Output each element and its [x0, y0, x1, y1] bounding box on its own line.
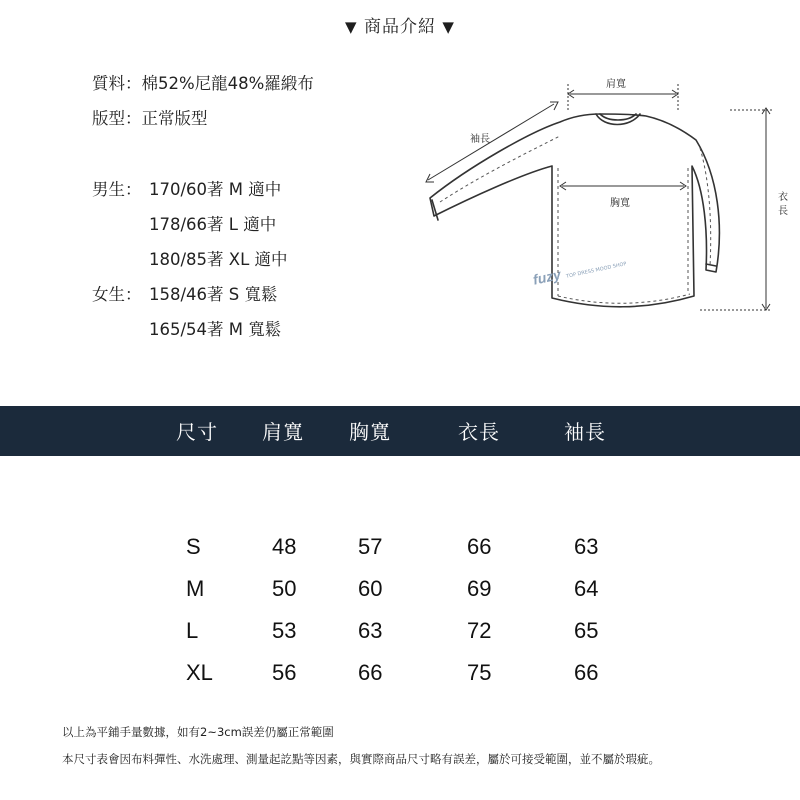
length-label: 衣 — [778, 192, 788, 203]
measurement-note: 以上為平鋪手量數據，如有2~3cm誤差仍屬正常範圍 — [62, 725, 334, 739]
col-header-length: 衣長 — [458, 420, 500, 444]
sleeve-cell: 65 — [574, 618, 599, 643]
chest-cell: 66 — [358, 660, 383, 685]
male-row — [92, 176, 142, 200]
sleeve-cell: 66 — [574, 660, 599, 685]
shoulder-cell: 56 — [272, 660, 297, 685]
length-cell: 72 — [467, 618, 492, 643]
male-fit-line: 178/66著 L 適中 — [149, 215, 277, 234]
size-cell: XL — [186, 660, 213, 685]
section-title — [0, 12, 800, 37]
female-row — [92, 281, 142, 305]
fit-value: 正常版型 — [141, 109, 208, 128]
chest-cell: 57 — [358, 534, 383, 559]
chest-label: 胸寬 — [610, 198, 630, 209]
size-cell: M — [186, 576, 205, 601]
chest-cell: 60 — [358, 576, 383, 601]
col-header-size: 尺寸 — [176, 420, 218, 444]
male-fit-line: 170/60著 M 適中 — [149, 180, 282, 199]
size-table-header — [0, 406, 800, 456]
triangle-down-icon: ▼ — [345, 18, 358, 36]
female-fit-line: 165/54著 M 寬鬆 — [149, 320, 282, 339]
col-header-shoulder: 肩寬 — [262, 420, 304, 444]
length-label: 長 — [778, 206, 788, 217]
fit-label: 版型： — [92, 109, 142, 128]
length-cell: 75 — [467, 660, 492, 685]
disclaimer-note: 本尺寸表會因布料彈性、水洗處理、測量起訖點等因素，與實際商品尺寸略有誤差，屬於可接受範圍，並不屬於瑕疵。 — [62, 752, 660, 766]
size-cell: S — [186, 534, 201, 559]
shoulder-cell: 50 — [272, 576, 297, 601]
shoulder-cell: 48 — [272, 534, 297, 559]
female-label: 女生： — [92, 285, 142, 304]
length-cell: 66 — [467, 534, 492, 559]
sweatshirt-outline-icon — [410, 70, 790, 330]
sleeve-label: 袖長 — [470, 134, 490, 145]
section-title-text: 商品介紹 — [364, 17, 436, 37]
length-cell: 69 — [467, 576, 492, 601]
sleeve-cell: 63 — [574, 534, 599, 559]
col-header-chest: 胸寬 — [349, 420, 391, 444]
material-row — [92, 70, 314, 94]
garment-diagram — [410, 70, 790, 330]
col-header-sleeve: 袖長 — [564, 420, 606, 444]
material-value: 棉52%尼龍48%羅緞布 — [141, 74, 314, 93]
fit-row — [92, 105, 208, 129]
male-fit-line: 180/85著 XL 適中 — [149, 250, 288, 269]
material-label: 質料： — [92, 74, 142, 93]
brand-tagline: TOP DRESS MOOD SHOP — [565, 261, 628, 280]
size-cell: L — [186, 618, 199, 643]
shoulder-cell: 53 — [272, 618, 297, 643]
sleeve-cell: 64 — [574, 576, 599, 601]
chest-cell: 63 — [358, 618, 383, 643]
male-label: 男生： — [92, 180, 142, 199]
shoulder-label: 肩寬 — [606, 79, 626, 90]
triangle-down-icon: ▼ — [442, 18, 455, 36]
brand-logo: fuzy — [531, 266, 563, 288]
female-fit-line: 158/46著 S 寬鬆 — [149, 285, 278, 304]
